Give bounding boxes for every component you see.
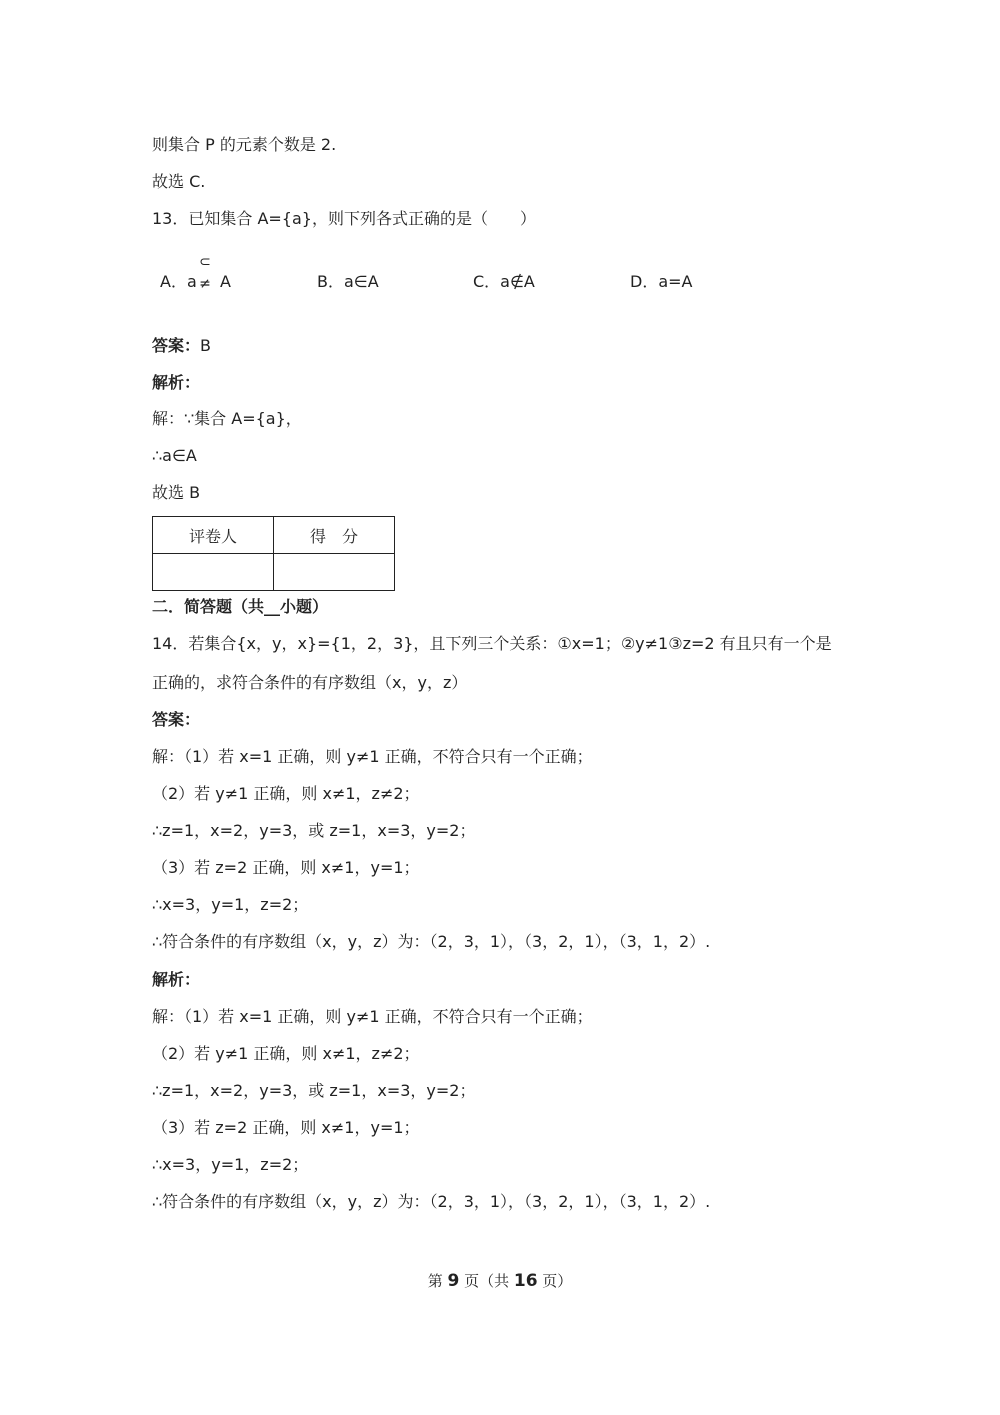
subset-symbol: ⊂ (199, 254, 211, 270)
analysis-line: ∴符合条件的有序数组（x，y，z）为：（2，3，1），（3，2，1），（3，1，2）. (152, 1192, 711, 1211)
analysis-line: ∴a∈A (152, 446, 197, 465)
option-b: B．a∈A (317, 272, 379, 291)
answer-label: 答案： (152, 336, 201, 355)
footer-prefix: 第 (427, 1272, 448, 1290)
analysis-line: 解：∵集合 A={a}， (152, 409, 302, 428)
answer-row (152, 335, 211, 357)
answer-label: 答案： (152, 710, 201, 729)
option-a-symbol (198, 254, 212, 292)
score-table-cell (153, 554, 274, 591)
not-equal-symbol: ≠ (199, 276, 211, 292)
answer-line: 解：（1）若 x=1 正确，则 y≠1 正确，不符合只有一个正确； (152, 747, 593, 766)
section-title: 二．简答题（共__小题） (152, 597, 329, 616)
page-footer (0, 1270, 1000, 1291)
option-a-right: A (220, 272, 231, 291)
total-pages: 16 (513, 1271, 538, 1291)
analysis-line: ∴x=3，y=1，z=2； (152, 1155, 309, 1174)
answer-line: （3）若 z=2 正确，则 x≠1，y=1； (152, 858, 420, 877)
answer-line: （2）若 y≠1 正确，则 x≠1，z≠2； (152, 784, 420, 803)
analysis-line: （2）若 y≠1 正确，则 x≠1，z≠2； (152, 1044, 420, 1063)
page-number: 9 (447, 1271, 460, 1291)
score-table-cell (274, 554, 395, 591)
analysis-line: 故选 B (152, 483, 201, 502)
answer-value: B (200, 336, 211, 355)
footer-suffix: 页） (537, 1272, 573, 1290)
answer-line: ∴x=3，y=1，z=2； (152, 895, 309, 914)
analysis-label: 解析： (152, 970, 201, 989)
answer-line: ∴符合条件的有序数组（x，y，z）为：（2，3，1），（3，2，1），（3，1，2）. (152, 932, 711, 951)
analysis-line: （3）若 z=2 正确，则 x≠1，y=1； (152, 1118, 420, 1137)
text-line: 故选 C. (152, 172, 206, 191)
score-table-header-grader: 评卷人 (153, 517, 274, 554)
text-line: 则集合 P 的元素个数是 2. (152, 135, 337, 154)
question-14-stem-line: 正确的，求符合条件的有序数组（x，y，z） (152, 673, 468, 692)
analysis-label: 解析： (152, 373, 201, 392)
analysis-line: 解：（1）若 x=1 正确，则 y≠1 正确，不符合只有一个正确； (152, 1007, 593, 1026)
footer-middle: 页（共 (459, 1272, 514, 1290)
option-c: C．a∉A (473, 272, 535, 291)
score-table-header-score: 得 分 (274, 517, 395, 554)
question-13-stem: 13．已知集合 A={a}，则下列各式正确的是（ ） (152, 209, 536, 228)
option-a-left: A．a (160, 272, 197, 291)
analysis-line: ∴z=1，x=2，y=3，或 z=1，x=3，y=2； (152, 1081, 476, 1100)
score-table (152, 516, 395, 591)
question-14-stem-line: 14．若集合{x，y，x}={1，2，3}，且下列三个关系：①x=1；②y≠1③z=2 有且只有一个是 (152, 634, 832, 653)
answer-line: ∴z=1，x=2，y=3，或 z=1，x=3，y=2； (152, 821, 476, 840)
option-d: D．a=A (630, 272, 693, 291)
